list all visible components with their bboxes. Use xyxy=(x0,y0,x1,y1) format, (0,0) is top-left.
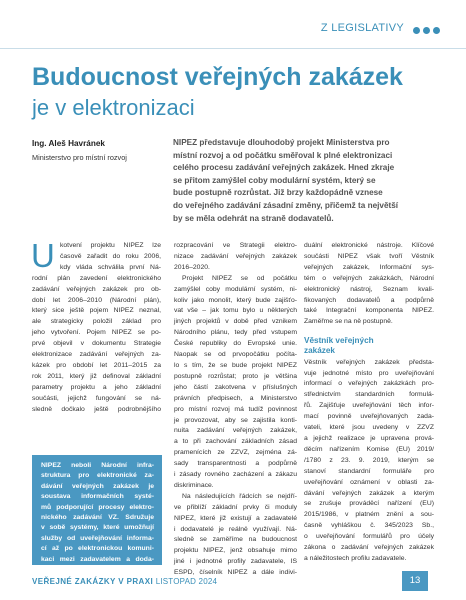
body-line: časově zařadit do roku 2006, xyxy=(60,252,161,260)
body-line: je provozovat, aby se zajistila konti- xyxy=(174,416,297,424)
body-line: tém o veřejných zakázkách, Národní xyxy=(304,274,434,282)
lead-line: do veřejného zadávání zásadní změny, přičemž ta největší xyxy=(173,200,399,210)
body-line: součásti, jejichž fungování se ná- xyxy=(32,394,161,402)
lead-line: NIPEZ představuje dlouhodobý projekt Ministerstva pro xyxy=(173,138,390,147)
body-line: Národního plánu, tedy před vstupem xyxy=(174,329,297,337)
body-line: duální elektronické nástroje. Klíčové xyxy=(304,242,434,249)
body-line: vateli, které jsou uvedeny v ZZVZ xyxy=(304,424,434,432)
callout-line: vatelem. xyxy=(41,566,69,574)
callout-line: kaci mezi zadavatelem a doda- xyxy=(41,555,154,563)
dot-icon xyxy=(423,27,430,34)
author-affiliation: Ministerstvo pro místní rozvoj xyxy=(32,153,127,162)
body-line: sledně se zaměříme na budoucnost xyxy=(174,536,297,544)
body-line: rok 2011, který již definoval základní xyxy=(32,372,161,380)
body-line: 2016–2020. xyxy=(174,263,210,271)
article-subtitle: je v elektronizaci xyxy=(32,95,195,120)
body-line: střednictvím standardních formulá- xyxy=(304,391,434,399)
body-line: NIPEZ, které již existují a zadavatelé xyxy=(174,514,297,522)
body-line: fikovaných dodavatelů a podpůrně xyxy=(304,296,434,304)
callout-line: soustava informačních systé- xyxy=(41,493,154,501)
body-line: koliv jako monolit, který bude zajišťo- xyxy=(174,296,297,304)
lead-line: by se měla odehrát na straně dodavatelů. xyxy=(173,213,334,223)
body-line: právních předpisech, a Ministerstvo xyxy=(174,394,297,402)
body-line: vuje jednotné místo pro uveřejňování xyxy=(304,369,434,377)
body-line: stanoví standardní formuláře pro xyxy=(304,467,434,475)
body-line: nuita zadávání veřejných zakázek, xyxy=(174,427,297,435)
body-line: dávání veřejných zakázek a kterým xyxy=(304,489,434,497)
issue-date: LISTOPAD 2024 xyxy=(155,577,218,586)
body-line: informací o veřejných zakázkách pro- xyxy=(304,380,434,388)
section-label: Z LEGISLATIVY xyxy=(320,22,404,34)
drop-cap: U xyxy=(31,237,55,274)
section-dots-decoration xyxy=(413,27,440,34)
author-name: Ing. Aleš Havránek xyxy=(32,139,105,148)
body-line: ve přiblíží základní prvky či moduly xyxy=(174,503,297,511)
body-line: také Integrační komponenta NIPEZ. xyxy=(304,307,434,315)
body-line: lo s tím, že se bude projekt NIPEZ xyxy=(174,361,297,369)
body-line: 2015/1986, v platném znění a sou- xyxy=(304,511,434,519)
body-line: dobí let 2006–2010 (Národní plán), xyxy=(32,296,161,304)
body-line: ale strategicky položil základ pro xyxy=(32,318,161,326)
body-line: kotvení projektu NIPEZ lze xyxy=(60,242,161,249)
lead-line: bude postupně rozrůstat. Již brzy každopádně vznese xyxy=(173,188,383,198)
body-line: rodní plán zavedení elektronického xyxy=(32,274,161,282)
body-line: řů. Zajišťuje uveřejňování těch infor- xyxy=(304,402,434,410)
body-column-3 xyxy=(304,241,434,565)
body-line: součásti NIPEZ však tvoří Věstník xyxy=(304,252,434,260)
callout-line: cí až po elektronickou komuni- xyxy=(41,545,154,553)
body-line: zadávání veřejných zakázek pro ob- xyxy=(32,285,161,293)
callout-line: dávání veřejných zakázek je xyxy=(41,482,154,490)
body-line: parametry projektu a jeho základní xyxy=(32,383,161,391)
body-line: vat vše – jak tomu bylo u některých xyxy=(174,307,297,315)
body-column-2 xyxy=(174,241,297,579)
callout-line: služby od uveřejňování informa- xyxy=(41,534,154,542)
lead-line: celého procesu zadávání veřejných zakázek. Hned zkraje xyxy=(173,163,395,173)
body-line: i dodavatelé je reálně využívají. Ná- xyxy=(174,525,297,533)
body-line: postupně rozrůstat; proto je většina xyxy=(174,372,297,380)
body-line: Projekt NIPEZ se od počátku xyxy=(182,274,297,282)
body-line: projektu NIPEZ, jenž obsahuje mimo xyxy=(174,547,297,555)
body-line: a náležitostech profilu zadavatele. xyxy=(304,554,407,562)
body-line: veřejných zakázek, Informační sys- xyxy=(304,263,434,271)
body-line: České republiky do Evropské unie. xyxy=(174,340,297,348)
body-line: diskriminace. xyxy=(174,481,214,489)
callout-box xyxy=(32,455,162,574)
body-line: zákona o zadávání veřejných zakázek xyxy=(304,544,434,552)
body-line: ESPD, číselník NIPEZ a dále indivi- xyxy=(174,569,297,577)
body-column-1 xyxy=(31,237,161,416)
publication-name: VEŘEJNÉ ZAKÁZKY V PRAXI xyxy=(32,577,154,586)
body-line: uveřejňování oznámení v oblasti za- xyxy=(304,478,434,486)
body-line: i zásady rovného zacházení a zákazu xyxy=(174,471,297,479)
body-line: Věstník veřejných zakázek předsta- xyxy=(304,358,434,366)
lead-line: se přitom zamýšlel coby modulární systém, který se xyxy=(173,175,376,185)
body-line: elektronický nástroj, Seznam kvali- xyxy=(304,285,434,293)
section-heading xyxy=(304,336,434,356)
body-line: Naopak se od prvopočátku počíta- xyxy=(174,351,297,359)
callout-text xyxy=(41,461,154,575)
body-line: se zrušuje prováděcí nařízení (EU) xyxy=(304,500,434,508)
body-line: o uveřejňování formulářů pro účely xyxy=(304,533,434,541)
callout-line: v sobě systémy, které umožňují xyxy=(41,524,154,532)
dot-icon xyxy=(413,27,420,34)
body-line: mací povinně uveřejňovaných zada- xyxy=(304,413,434,421)
section-heading-line: Věstník veřejných xyxy=(304,336,374,346)
callout-line: nického zadávání VZ. Sdružuje xyxy=(41,514,154,522)
body-line: který sice ještě pojem NIPEZ neznal, xyxy=(32,307,161,315)
body-line: kdy vláda schválila první Ná- xyxy=(60,263,161,271)
body-line: a jejichž realizace je upravena prová- xyxy=(304,435,434,442)
page-number: 13 xyxy=(402,571,428,591)
header-divider xyxy=(0,48,466,49)
body-line: zamýšlel coby modulární systém, ni- xyxy=(174,285,297,293)
callout-line: struktura pro elektronické za- xyxy=(41,472,154,480)
footer-publication xyxy=(32,577,217,586)
body-line: jiných projektů v době před vznikem xyxy=(174,318,297,326)
body-line: časně vyhláškou č. 345/2023 Sb., xyxy=(304,522,434,530)
body-line: nizace zadávání veřejných zakázek xyxy=(174,252,297,260)
body-line: prvé objevil v dokumentu Strategie xyxy=(32,340,161,348)
body-line: /1780 z 23. 9. 2019, kterým se xyxy=(304,456,434,464)
article-lead xyxy=(173,137,431,225)
callout-line: NIPEZ neboli Národní infra- xyxy=(41,462,154,469)
callout-line: mů podporující procesy elektro- xyxy=(41,503,154,511)
body-line: kázek pro období let 2011–2015 za xyxy=(32,361,161,369)
body-line: jeho vytvoření. Pojem NIPEZ se po- xyxy=(32,329,161,337)
body-line: rozpracování ve Strategii elektro- xyxy=(174,242,297,249)
body-line: jeho částí zakotvena v příslušných xyxy=(174,383,297,391)
body-line: Zaměřme se na ně postupně. xyxy=(304,318,393,326)
body-line: a to při zachování základních zásad xyxy=(174,438,297,446)
body-line: děcím nařízením Komise (EU) 2019/ xyxy=(304,445,434,453)
article-title: Budoucnost veřejných zakázek xyxy=(32,63,403,91)
body-line: pro místní rozvoj má tudíž povinnost xyxy=(174,405,297,413)
dot-icon xyxy=(433,27,440,34)
body-line: pramenících ze ZZVZ, zejména zá- xyxy=(174,449,297,457)
body-line: sledně dočkalo ještě podrobnějšího xyxy=(32,405,161,413)
body-line: jiné i jednotné profily zadavatele, IS xyxy=(174,558,297,566)
section-heading-line: zakázek xyxy=(304,346,335,356)
body-line: Na následujících řádcích se nejdří- xyxy=(182,492,297,500)
body-line: elektronizace zadávání veřejných za- xyxy=(32,351,161,359)
lead-line: místní rozvoj a od počátku směřoval k plné elektronizaci xyxy=(173,150,393,160)
body-line: sady transparentnosti a podpůrně xyxy=(174,460,297,468)
